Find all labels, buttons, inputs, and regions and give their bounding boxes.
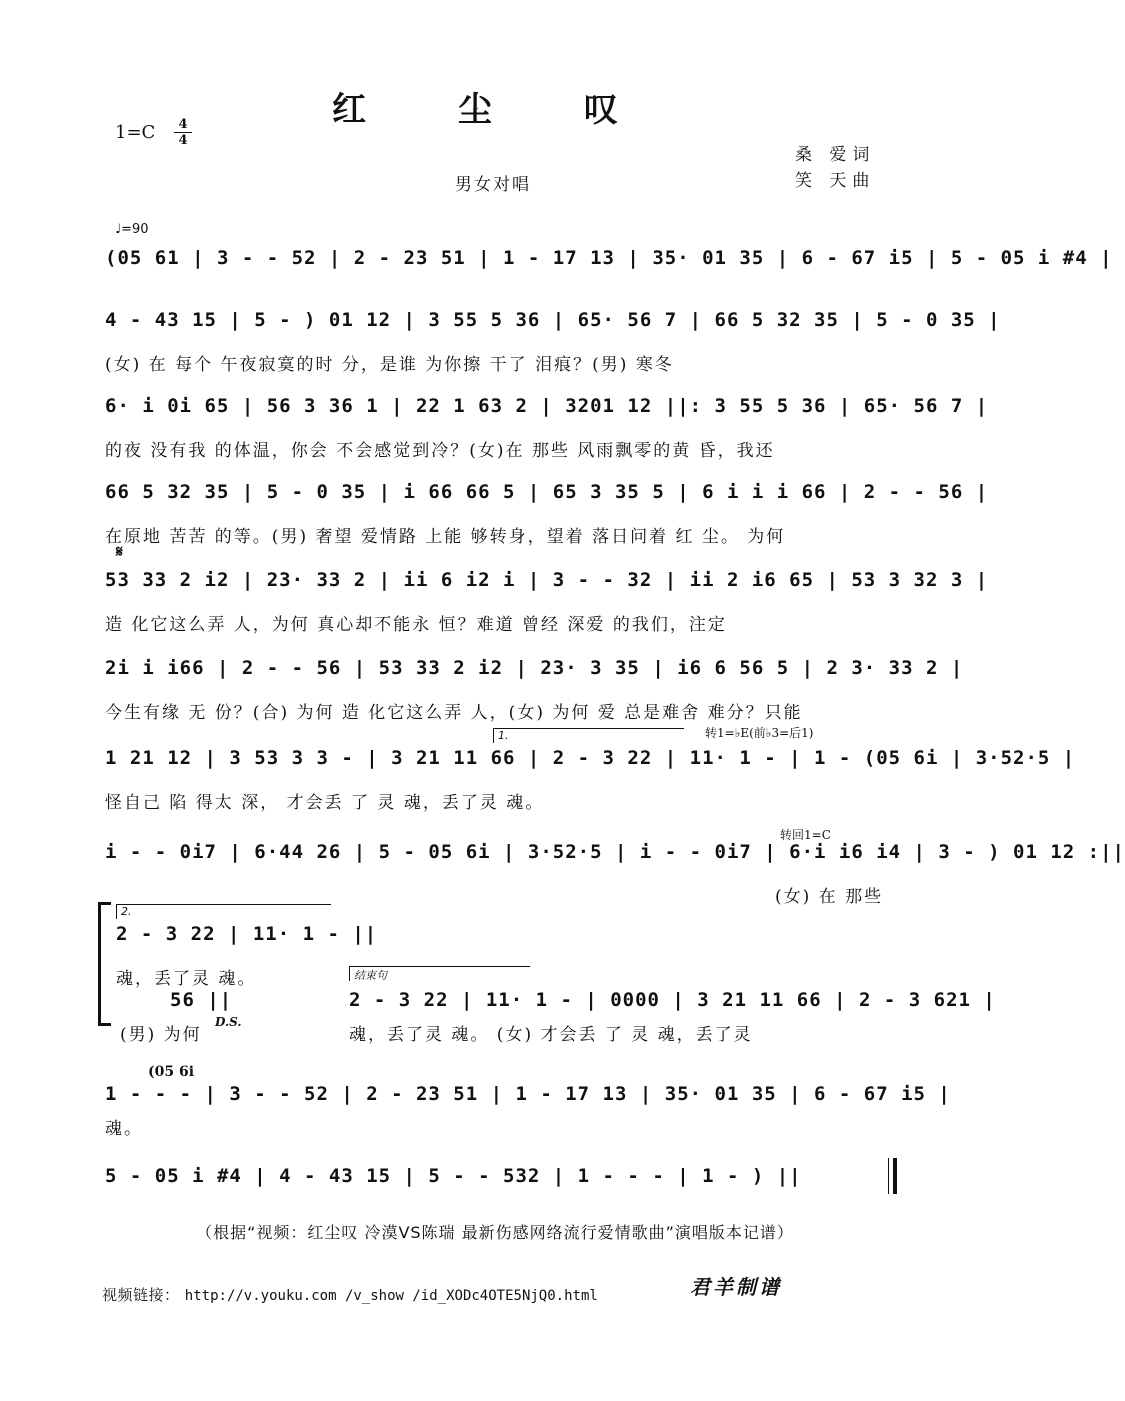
key-signature: 1=C: [115, 122, 156, 143]
modulation-mark: 转1=♭E(前♭3=后1): [705, 726, 814, 740]
lyricist: 桑 爱词: [795, 145, 876, 165]
segno-mark: 𝄋: [116, 542, 123, 561]
lyrics: 今生有缘 无 份？(合) 为何 造 化它这么弄 人，(女) 为何 爱 总是难舍 难分？只能: [105, 703, 803, 723]
pickup-notes: (05 6i: [148, 1064, 195, 1080]
volta-2: [116, 904, 331, 919]
lyrics: (女) 在 那些: [775, 887, 884, 907]
second-ending-bracket: [98, 902, 111, 1026]
notes: 53 33 2 i2 | 23· 33 2 | ii 6 i2 i | 3 - - 32 | ii 2 i6 65 | 53 3 32 3 |: [105, 569, 989, 591]
lyrics: 怪自己 陷 得太 深， 才会丢 了 灵 魂，丢了灵 魂。: [105, 793, 545, 813]
video-link-url[interactable]: http://v.youku.com /v_show /id_XODc4OTE5NjQ0.html: [184, 1288, 598, 1304]
ds-mark: D.S.: [215, 1015, 242, 1029]
time-signature-top: 4: [178, 117, 188, 132]
ending-label: 结束句: [354, 969, 387, 982]
volta-2-label: 2.: [121, 905, 132, 918]
notes: 1 21 12 | 3 53 3 3 - | 3 21 11 66 | 2 - 3 22 | 11· 1 - | 1 - (05 6i | 3·52·5 |: [105, 747, 1076, 769]
lyrics: 魂，丢了灵 魂。 (女) 才会丢 了 灵 魂，丢了灵: [349, 1025, 753, 1045]
source-note: （根据“视频：红尘叹 冷漠VS陈瑞 最新伤感网络流行爱情歌曲”演唱版本记谱）: [196, 1223, 794, 1242]
notes: 2 - 3 22 | 11· 1 - | 0000 | 3 21 11 66 | 2 - 3 621 |: [349, 989, 996, 1011]
lyrics: (男) 为何: [120, 1025, 202, 1045]
notes: 2i i i66 | 2 - - 56 | 53 33 2 i2 | 23· 3 35 | i6 6 56 5 | 2 3· 33 2 |: [105, 657, 964, 679]
duet-subtitle: 男女对唱: [455, 175, 531, 195]
notes: i - - 0i7 | 6·44 26 | 5 - 05 6i | 3·52·5 | i - - 0i7 | 6·i i6 i4 | 3 - ) 01 12 :||: [105, 841, 1125, 863]
notes: 6· i 0i 65 | 56 3 36 1 | 22 1 63 2 | 3201 12 ||: 3 55 5 36 | 65· 56 7 |: [105, 395, 989, 417]
time-signature-bottom: 4: [174, 132, 192, 148]
notes: 1 - - - | 3 - - 52 | 2 - 23 51 | 1 - 17 13 | 35· 01 35 | 6 - 67 i5 |: [105, 1083, 951, 1105]
ending-bracket: [349, 966, 530, 981]
tempo-marking: ♩=90: [115, 222, 149, 237]
time-signature: [174, 117, 192, 148]
notes: 2 - 3 22 | 11· 1 - ||: [116, 923, 378, 945]
lyrics: 造 化它这么弄 人，为何 真心却不能永 恒？难道 曾经 深爱 的我们，注定: [105, 615, 727, 635]
lyrics: 魂，丢了灵 魂。: [116, 969, 257, 989]
notes: 5 - 05 i #4 | 4 - 43 15 | 5 - - 532 | 1 - - - | 1 - ) ||: [105, 1165, 802, 1187]
lyrics: 的夜 没有我 的体温，你会 不会感觉到冷？(女)在 那些 风雨飘零的黄 昏，我还: [105, 441, 775, 461]
arranger-signature: 君羊制谱: [690, 1275, 782, 1299]
video-link: [102, 1284, 598, 1305]
song-title: 红 尘 叹: [332, 90, 658, 130]
notes: 66 5 32 35 | 5 - 0 35 | i 66 66 5 | 65 3 35 5 | 6 i i i 66 | 2 - - 56 |: [105, 481, 989, 503]
volta-1-label: 1.: [498, 729, 509, 742]
notes: (05 61 | 3 - - 52 | 2 - 23 51 | 1 - 17 13 | 35· 01 35 | 6 - 67 i5 | 5 - 05 i #4 |: [105, 247, 1113, 269]
final-barline: [888, 1158, 897, 1194]
notes: 4 - 43 15 | 5 - ) 01 12 | 3 55 5 36 | 65· 56 7 | 66 5 32 35 | 5 - 0 35 |: [105, 309, 1001, 331]
lyrics: (女) 在 每个 午夜寂寞的时 分，是谁 为你擦 干了 泪痕？(男) 寒冬: [105, 355, 674, 375]
notes: 56 ||: [170, 989, 233, 1011]
video-link-label: 视频链接：: [102, 1286, 180, 1304]
composer: 笑 天曲: [795, 171, 876, 191]
volta-1: [493, 728, 684, 743]
return-key-mark: 转回1=C: [780, 828, 831, 842]
lyrics: 在原地 苦苦 的等。(男) 奢望 爱情路 上能 够转身，望着 落日问着 红 尘。 为何: [105, 527, 786, 547]
lyrics: 魂。: [105, 1119, 143, 1139]
